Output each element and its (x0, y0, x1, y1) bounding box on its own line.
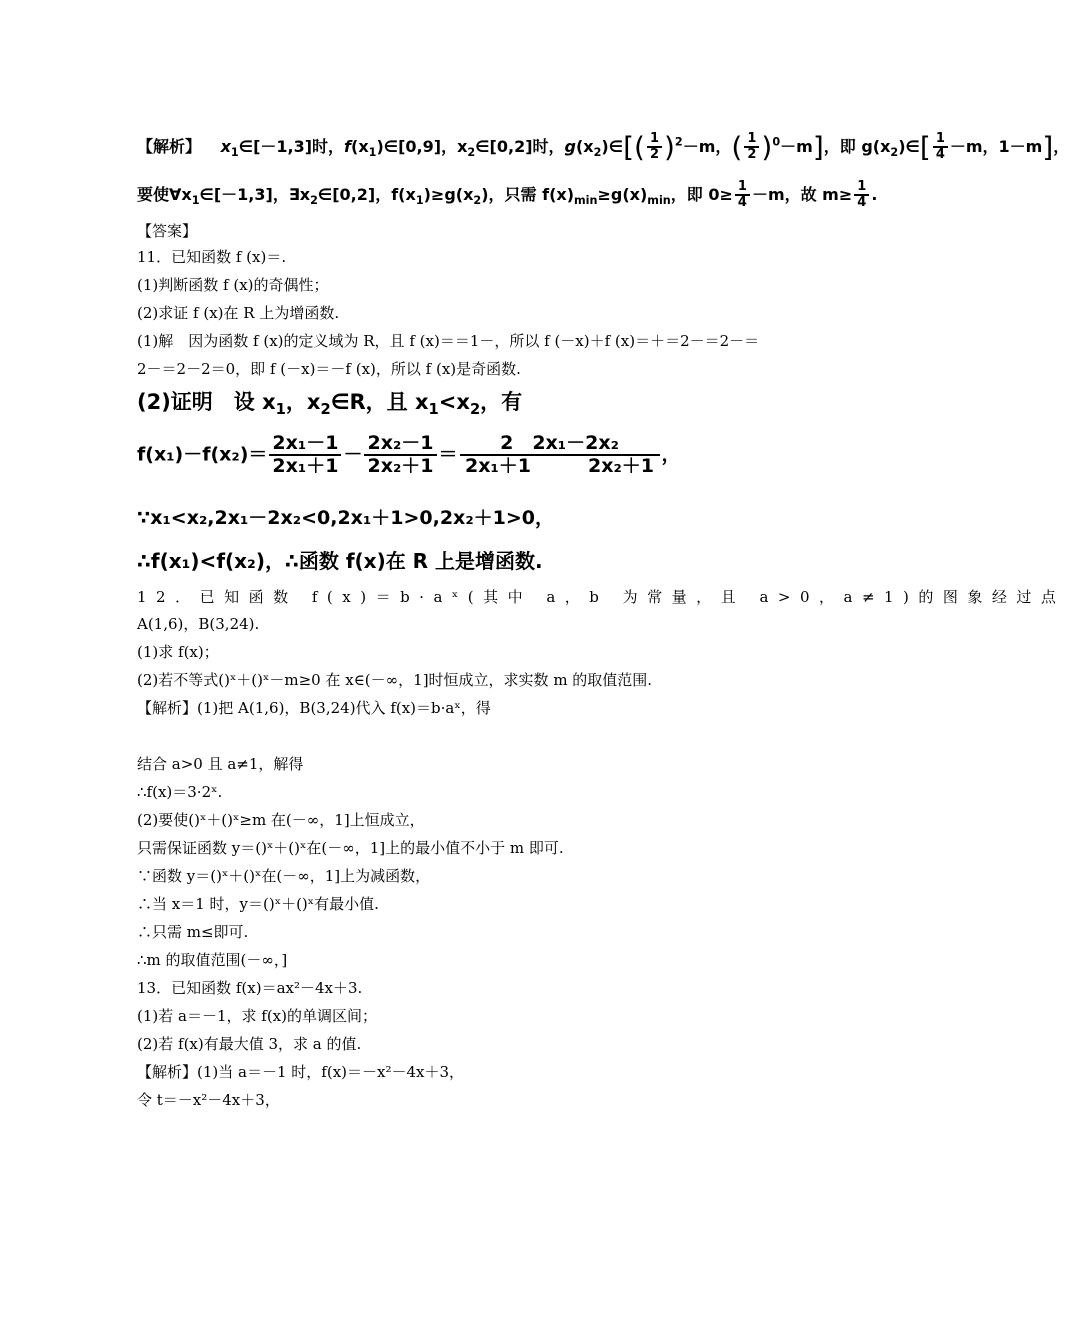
q13-part-1: (1)若 a＝－1，求 f(x)的单调区间； (137, 1007, 377, 1025)
q12-solution-8: ∴只需 m≤即可. (137, 923, 249, 941)
q13-part-2: (2)若 f(x)有最大值 3，求 a 的值. (137, 1035, 362, 1053)
q13-solution-2: 令 t＝－x²－4x＋3， (137, 1091, 280, 1109)
fraction-f2: $\frac{\text{2x₂－1}}{\text{2x₂＋1}}$ (364, 433, 436, 477)
fraction-half: $\frac{1}{2}$ (647, 132, 662, 163)
q12-solution-3: ∴f(x)＝3·2ˣ. (137, 783, 223, 801)
q12-part-1: (1)求 f(x)； (137, 643, 219, 661)
q12-solution-7: ∴当 x＝1 时，y＝()ˣ＋()ˣ有最小值. (137, 895, 379, 913)
q11-part-2: (2)求证 f (x)在 R 上为增函数. (137, 304, 340, 322)
fraction-quarter: $\frac{1}{4}$ (854, 180, 869, 211)
analysis-line-2: 要使$\forall x_1\in[-1,3]$，$\exists x_2\in[0,2]$，$f(x_1)\ge g(x_2)$，只需 $f(x)_{min}\ge g(x)_{min}$，即 0≥ $\frac{1}{4}$ －m，故 m≥ $\frac{1}{4}$ . (137, 179, 878, 211)
fraction-quarter: $\frac{1}{4}$ (933, 132, 948, 163)
q12-solution-2: 结合 a>0 且 a≠1，解得 (137, 755, 304, 773)
q13-solution-1: 【解析】(1)当 a＝－1 时，f(x)＝－x²－4x＋3， (137, 1063, 465, 1081)
q12-solution-5: 只需保证函数 y＝()ˣ＋()ˣ在(－∞，1]上的最小值不小于 m 即可. (137, 839, 564, 857)
q12-title: 12．已知函数 f(x)＝b·aˣ(其中 a，b 为常量，且 a>0，a≠1)的图象经过点 (137, 588, 1066, 606)
q12-solution-1: 【解析】(1)把 A(1,6)，B(3,24)代入 f(x)＝b·aˣ，得 (137, 699, 491, 717)
fraction-f1: $\frac{\text{2x₁－1}}{\text{2x₁＋1}}$ (269, 433, 341, 477)
fraction-result: $\frac{\text{2 2x₁－2x₂}}{\text{2x₁＋1 2x₂＋1}}$ (460, 433, 660, 477)
q13-title: 13．已知函数 f(x)＝ax²－4x＋3. (137, 979, 363, 997)
q11-proof-head: (2)证明 设 $x_1$，$x_2\in R$，且 $x_1<x_2$，有 (137, 390, 523, 419)
q12-title-2: A(1,6)，B(3,24). (137, 615, 260, 633)
q11-solution-1: (1)解 因为函数 f (x)的定义域为 R，且 f (x)＝＝1－，所以 f (－x)＋f (x)＝＋＝2－＝2－＝ (137, 332, 760, 350)
q11-difference-equation: f(x₁)－f(x₂)＝ $\frac{\text{2x₁－1}}{\text{2x₁＋1}}$ － $\frac{\text{2x₂－1}}{\text{2x₂＋1}}$ ＝ $\frac{\text{2 2x₁－2x₂}}{\text{2x₁＋1 2x₂＋1}}$ ， (137, 432, 681, 477)
q11-because: ∵x₁<x₂,2x₁－2x₂<0,2x₁＋1>0,2x₂＋1>0， (137, 507, 554, 529)
q11-title: 11．已知函数 f (x)＝. (137, 248, 287, 266)
analysis-label: 【解析】 (137, 136, 202, 156)
fraction-quarter: $\frac{1}{4}$ (735, 180, 750, 211)
analysis-line-1: 【解析】 $x_1\in[-1,3]$时，$f(x_1)\in[0,9]$，$x_2\in[0,2]$时，$g(x_2)\in$[( $\frac{1}{2}$ )$^2$－m，( $\frac{1}{2}$ )$^0$－m]，即 $g(x_2)\in$[ $\frac{1}{4}$ －m，1－m]， (137, 130, 1069, 164)
fraction-half: $\frac{1}{2}$ (744, 132, 759, 163)
q11-part-1: (1)判断函数 f (x)的奇偶性； (137, 276, 329, 294)
q12-solution-6: ∵函数 y＝()ˣ＋()ˣ在(－∞，1]上为减函数， (137, 867, 431, 885)
q12-solution-4: (2)要使()ˣ＋()ˣ≥m 在(－∞，1]上恒成立， (137, 811, 425, 829)
q12-solution-9: ∴m 的取值范围(－∞，] (137, 951, 288, 969)
answer-label: 【答案】 (137, 222, 198, 240)
q12-part-2: (2)若不等式()ˣ＋()ˣ－m≥0 在 x∈(－∞，1]时恒成立，求实数 m 的取值范围. (137, 671, 653, 689)
q11-solution-2: 2－＝2－2＝0，即 f (－x)＝－f (x)，所以 f (x)是奇函数. (137, 360, 521, 378)
q11-therefore: ∴f(x₁)<f(x₂)，∴函数 f(x)在 R 上是增函数. (137, 549, 543, 573)
